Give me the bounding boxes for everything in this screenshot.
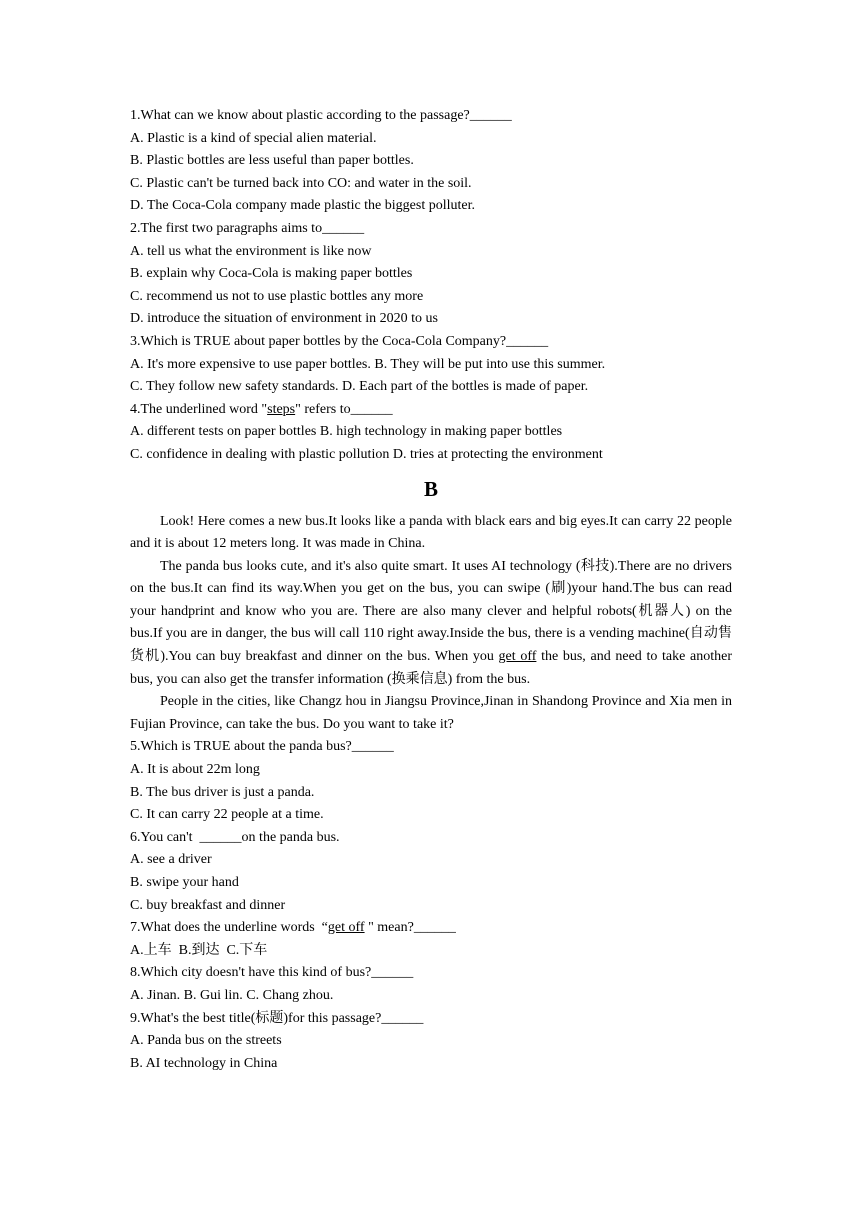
- answer-option: C. confidence in dealing with plastic pollution D. tries at protecting the environment: [130, 446, 603, 462]
- question-stem: 2.The first two paragraphs aims to______: [130, 220, 365, 236]
- answer-option: A. different tests on paper bottles B. high technology in making paper bottles: [130, 424, 563, 440]
- answer-option: B. swipe your hand: [130, 875, 239, 890]
- question-stem: 6.You can't ______on the panda bus.: [130, 829, 340, 845]
- passage-paragraph: People in the cities, like Changz hou in Jiangsu Province,Jinan in Shandong Province and Xia men in Fujian Province, can take the bus. Do you want to take it?: [130, 694, 732, 732]
- question-stem: 8.Which city doesn't have this kind of bus?______: [130, 965, 414, 981]
- answer-option: A. Jinan. B. Gui lin. C. Chang zhou.: [130, 987, 334, 1003]
- q7-stem-end: " mean?______: [364, 920, 456, 936]
- answer-option: B. explain why Coca-Cola is making paper bottles: [130, 266, 413, 282]
- answer-option: C. Plastic can't be turned back into CO: and water in the soil.: [130, 175, 472, 191]
- question-stem: 3.Which is TRUE about paper bottles by the Coca-Cola Company?______: [130, 333, 549, 349]
- answer-option: A. Panda bus on the streets: [130, 1033, 282, 1049]
- q7-stem-start: 7.What does the underline words “: [130, 920, 328, 936]
- section-heading: B: [423, 476, 438, 501]
- answer-option: A. Plastic is a kind of special alien material.: [130, 130, 377, 146]
- paragraph-text: the bus, and need to take another bus, you can also get the transfer information (换乘信息) from the bus.: [130, 649, 732, 687]
- question-stem: [130, 399, 732, 422]
- q4-stem-end: " refers to______: [295, 401, 393, 417]
- question-stem: 1.What can we know about plastic according to the passage?______: [130, 108, 512, 123]
- passage-paragraph: [130, 556, 732, 692]
- passage-paragraph: Look! Here comes a new bus.It looks like a panda with black ears and big eyes.It can carry 22 people and it is about 12 meters long. It was made in China.: [130, 513, 732, 552]
- q4-stem-start: 4.The underlined word ": [130, 401, 268, 417]
- answer-option: C. They follow new safety standards. D. Each part of the bottles is made of paper.: [130, 379, 589, 395]
- underlined-word: steps: [267, 401, 296, 417]
- answer-option: A. It is about 22m long: [130, 762, 260, 778]
- answer-option: A. It's more expensive to use paper bottles. B. They will be put into use this summer.: [130, 356, 606, 372]
- question-stem: [130, 917, 732, 940]
- answer-option: B. The bus driver is just a panda.: [130, 784, 315, 800]
- answer-option: C. recommend us not to use plastic bottles any more: [130, 288, 424, 304]
- answer-option: A.上车 B.到达 C.下车: [130, 942, 268, 958]
- answer-option: C. buy breakfast and dinner: [130, 897, 286, 913]
- underlined-phrase: get off: [498, 649, 537, 665]
- answer-option: D. introduce the situation of environment in 2020 to us: [130, 311, 438, 327]
- answer-option: C. It can carry 22 people at a time.: [130, 807, 324, 823]
- answer-option: A. see a driver: [130, 852, 212, 868]
- question-stem: 9.What's the best title(标题)for this passage?______: [130, 1010, 424, 1026]
- document-page: [130, 105, 732, 1075]
- underlined-phrase: get off: [327, 920, 365, 936]
- paragraph-text: The panda bus looks cute, and it's also quite smart. It uses AI technology (科技).There are no drivers on the bus.It can find its way.When you get on the bus, you can swipe (刷)your hand.The bus can read your handprint and know who you are. There are also many clever and helpful robots(机器人) on the bus.If you are in danger, the bus will call 110 right away.Inside the bus, there is a vending machine(自动售货机).You can buy breakfast and dinner on the bus. When you: [130, 558, 732, 665]
- answer-option: A. tell us what the environment is like now: [130, 243, 372, 259]
- answer-option: B. Plastic bottles are less useful than paper bottles.: [130, 153, 414, 169]
- question-stem: 5.Which is TRUE about the panda bus?______: [130, 739, 394, 755]
- answer-option: D. The Coca-Cola company made plastic the biggest polluter.: [130, 198, 475, 214]
- answer-option: B. AI technology in China: [130, 1055, 278, 1071]
